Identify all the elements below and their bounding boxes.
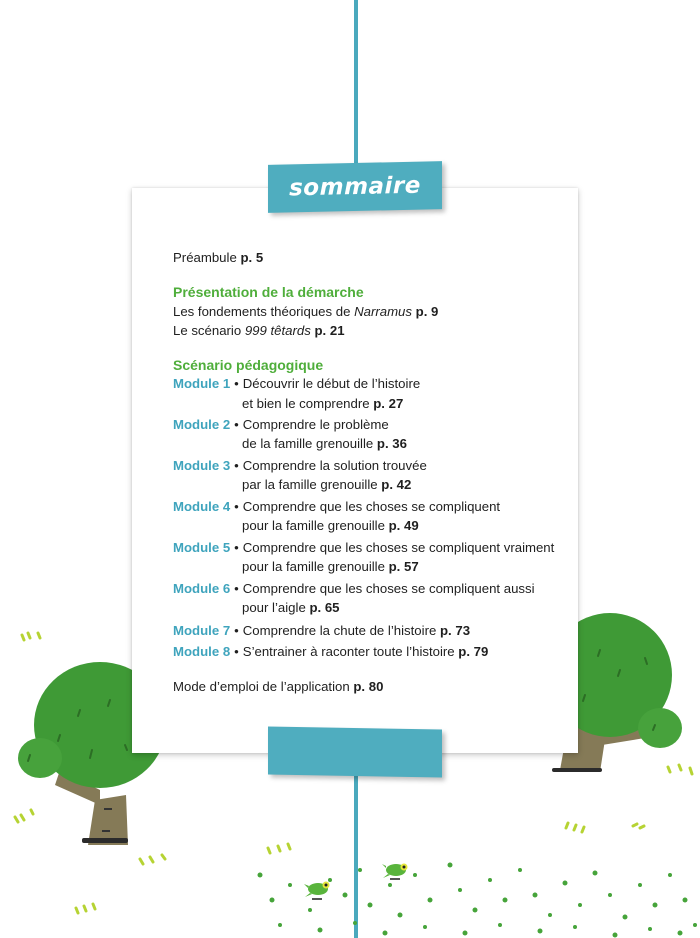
module-label: Module 1	[173, 376, 231, 391]
section-heading-demarche: Présentation de la démarche	[173, 284, 364, 300]
module-title-cont: pour la famille grenouille	[242, 559, 385, 574]
toc-module-5-cont[interactable]	[242, 558, 419, 576]
page-number: p. 79	[458, 644, 489, 659]
bottom-banner	[268, 726, 442, 777]
module-title: Comprendre le problème	[242, 417, 389, 432]
bullet-icon: •	[234, 499, 239, 514]
toc-module-3-cont[interactable]	[242, 476, 411, 494]
hanging-thread-top	[354, 0, 358, 168]
page-number: p. 27	[373, 396, 404, 411]
bullet-icon: •	[234, 581, 239, 596]
toc-module-4[interactable]	[173, 498, 500, 516]
page-number: p. 80	[353, 679, 384, 694]
toc-module-5[interactable]	[173, 539, 554, 557]
entry-label: Mode d’emploi de l’application	[173, 679, 350, 694]
module-title-cont: de la famille grenouille	[242, 436, 374, 451]
bullet-icon: •	[234, 376, 239, 391]
module-label: Module 6	[173, 581, 231, 596]
page-number: p. 42	[381, 477, 412, 492]
module-title: Comprendre la chute de l’histoire	[242, 623, 437, 638]
module-title-cont: pour la famille grenouille	[242, 518, 385, 533]
page-number: p. 49	[388, 518, 419, 533]
page-number: p. 21	[314, 323, 345, 338]
module-label: Module 7	[173, 623, 231, 638]
toc-module-4-cont[interactable]	[242, 517, 419, 535]
toc-module-1[interactable]	[173, 375, 420, 393]
page-number: p. 73	[439, 623, 471, 638]
module-label: Module 4	[173, 499, 231, 514]
entry-label-italic: Narramus	[354, 304, 412, 319]
section-heading-scenario: Scénario pédagogique	[173, 357, 324, 373]
entry-label: Le scénario	[173, 323, 245, 338]
bullet-icon: •	[234, 458, 239, 473]
module-title: Comprendre que les choses se compliquent aussi	[242, 581, 535, 596]
page-number: p. 36	[376, 436, 407, 451]
module-title-cont: pour l’aigle	[242, 600, 306, 615]
module-title: Comprendre la solution trouvée	[242, 458, 427, 473]
module-label: Module 5	[173, 540, 231, 555]
toc-entry-fondements[interactable]	[173, 303, 438, 321]
toc-module-1-cont[interactable]	[242, 395, 403, 413]
toc-module-2[interactable]	[173, 416, 389, 434]
module-title: S’entrainer à raconter toute l’histoire	[242, 644, 455, 659]
page-number: p. 9	[415, 304, 439, 319]
toc-module-6-cont[interactable]	[242, 599, 340, 617]
module-title: Découvrir le début de l’histoire	[242, 376, 421, 391]
module-title-cont: et bien le comprendre	[242, 396, 370, 411]
module-label: Module 2	[173, 417, 231, 432]
toc-module-6[interactable]	[173, 580, 535, 598]
toc-entry-scenario[interactable]	[173, 322, 345, 340]
toc-module-3[interactable]	[173, 457, 427, 475]
entry-label: Préambule	[173, 250, 237, 265]
toc-module-2-cont[interactable]	[242, 435, 407, 453]
module-title: Comprendre que les choses se compliquent	[242, 499, 501, 514]
bullet-icon: •	[234, 540, 239, 555]
page-number: p. 57	[388, 559, 419, 574]
bullet-icon: •	[234, 417, 239, 432]
toc-entry-preamble[interactable]	[173, 249, 263, 267]
toc-module-7[interactable]	[173, 622, 470, 640]
module-title-cont: par la famille grenouille	[242, 477, 378, 492]
bullet-icon: •	[234, 644, 239, 659]
frog-illustration	[382, 860, 412, 882]
toc-module-8[interactable]	[173, 643, 488, 661]
module-label: Module 8	[173, 644, 231, 659]
page-title: sommaire	[289, 172, 421, 202]
module-title: Comprendre que les choses se compliquent vraiment	[242, 540, 555, 555]
bullet-icon: •	[234, 623, 239, 638]
frog-illustration	[304, 878, 334, 902]
title-banner	[268, 161, 442, 213]
entry-label: Les fondements théoriques de	[173, 304, 355, 319]
toc-entry-app-guide[interactable]	[173, 678, 383, 696]
module-label: Module 3	[173, 458, 231, 473]
entry-label-italic: 999 têtards	[244, 323, 311, 338]
page-number: p. 5	[240, 250, 264, 265]
page-number: p. 65	[309, 600, 340, 615]
